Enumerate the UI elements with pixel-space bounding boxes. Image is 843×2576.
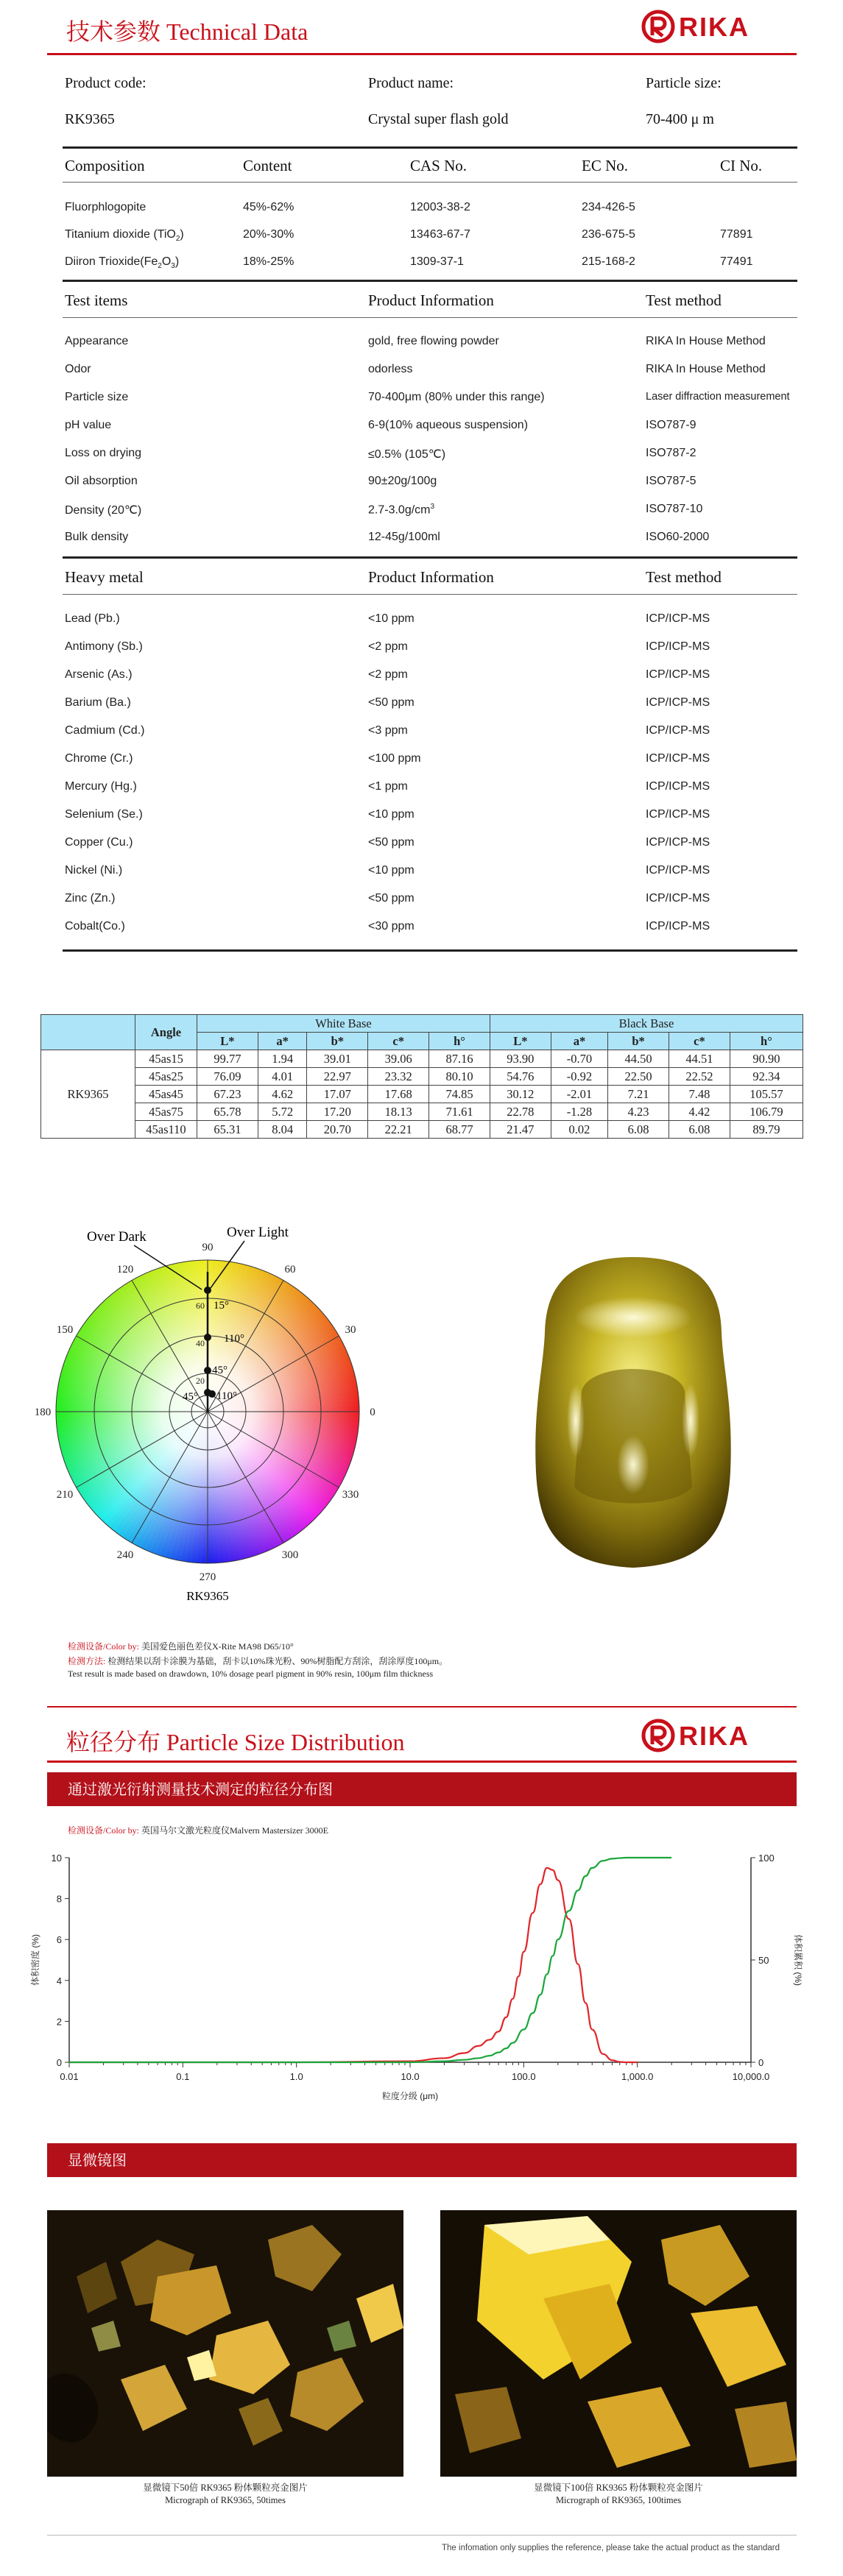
metal-info: <10 ppm xyxy=(368,808,415,821)
metal-method: ICP/ICP-MS xyxy=(646,668,710,681)
col-header: Content xyxy=(243,157,292,174)
aspec-label: 45° xyxy=(183,1391,198,1403)
aspec-label: 110° xyxy=(224,1333,244,1345)
test-method: ISO787-9 xyxy=(646,419,696,431)
divider xyxy=(63,949,797,952)
metal-item: Lead (Pb.) xyxy=(65,612,120,625)
white-base-header: White Base xyxy=(197,1015,490,1033)
col-header: Product Information xyxy=(368,291,494,309)
col-b: b* xyxy=(608,1033,669,1050)
metal-item: Zinc (Zn.) xyxy=(65,892,116,905)
metal-item: Arsenic (As.) xyxy=(65,668,133,681)
value-cell: 105.57 xyxy=(730,1086,803,1103)
wheel-angle-label: 180 xyxy=(34,1406,52,1418)
divider xyxy=(63,146,797,149)
x-tick-label: 1.0 xyxy=(289,2071,303,2082)
value-cell: 22.52 xyxy=(669,1068,730,1086)
page-title: 粒径分布 Particle Size Distribution xyxy=(66,1729,405,1755)
x-axis-label: 粒度分级 (μm) xyxy=(381,2091,439,2101)
page-title: 技术参数 Technical Data xyxy=(66,18,308,45)
value-cell: 4.42 xyxy=(669,1103,730,1121)
metal-item: Nickel (Ni.) xyxy=(65,864,123,877)
angle-header: Angle xyxy=(135,1015,197,1050)
metal-item: Mercury (Hg.) xyxy=(65,780,137,793)
col-header: Test method xyxy=(646,568,722,586)
car-highlight xyxy=(574,1297,692,1338)
x-tick-label: 0.01 xyxy=(60,2071,79,2082)
value-cell: 67.23 xyxy=(197,1086,258,1103)
rika-logo xyxy=(639,7,783,46)
value-cell: 6.08 xyxy=(669,1121,730,1139)
test-info: odorless xyxy=(368,363,413,375)
test-info: $2.7-3.0g/cm^3$ xyxy=(368,503,435,517)
aspec-label: 45° xyxy=(212,1365,227,1376)
metal-method: ICP/ICP-MS xyxy=(646,892,710,905)
col-a: a* xyxy=(551,1033,607,1050)
color-measurement-table xyxy=(40,1014,803,1139)
wheel-caption: RK9365 xyxy=(186,1589,229,1603)
metal-info: <50 ppm xyxy=(368,892,415,905)
value-cell: 20.70 xyxy=(307,1121,368,1139)
section-band: 通过激光衍射测量技术测定的粒径分布图 xyxy=(47,1772,797,1806)
value-cell: 8.04 xyxy=(258,1121,307,1139)
value-cell: 4.23 xyxy=(608,1103,669,1121)
footer-note: The infomation only supplies the reference, please take the actual product as the standard xyxy=(442,2544,780,2552)
divider xyxy=(63,317,797,318)
car-highlight xyxy=(682,1384,699,1457)
blank-cell xyxy=(41,1015,135,1050)
x-tick-label: 10.0 xyxy=(401,2071,420,2082)
black-base-header: Black Base xyxy=(490,1015,803,1033)
y-tick-label-right: 100 xyxy=(758,1853,775,1864)
value-cell: 22.50 xyxy=(608,1068,669,1086)
value-cell: 74.85 xyxy=(429,1086,490,1103)
wheel-ring-label: 40 xyxy=(196,1338,205,1348)
value-cell: -2.01 xyxy=(551,1086,607,1103)
value-cell: 99.77 xyxy=(197,1050,258,1068)
color-row xyxy=(41,1050,803,1068)
col-h: h° xyxy=(429,1033,490,1050)
test-info: 70-400μm (80% under this range) xyxy=(368,391,545,403)
color-wheel-chart xyxy=(34,1222,390,1604)
value-cell: 5.72 xyxy=(258,1103,307,1121)
composition-cas: 1309-37-1 xyxy=(410,255,464,268)
value-cell: 4.62 xyxy=(258,1086,307,1103)
aspec-point xyxy=(204,1334,211,1341)
x-tick-label: 1,000.0 xyxy=(621,2071,654,2082)
angle-cell: 45as15 xyxy=(135,1050,197,1068)
composition-cas: 13463-67-7 xyxy=(410,228,470,241)
col-header: Composition xyxy=(65,157,145,174)
value-cell: 7.21 xyxy=(608,1086,669,1103)
col-header: Heavy metal xyxy=(65,568,144,586)
product-name-label: Product name: xyxy=(368,75,454,91)
value-cell: 65.31 xyxy=(197,1121,258,1139)
over-dark-label: Over Dark xyxy=(87,1229,147,1245)
product-name-value: Crystal super flash gold xyxy=(368,111,509,127)
color-row xyxy=(41,1068,803,1086)
composition-name: Titanium dioxide (TiO$_2$) xyxy=(65,228,184,244)
wheel-angle-label: 150 xyxy=(56,1324,74,1336)
rika-logo xyxy=(639,1716,783,1755)
metal-info: <2 ppm xyxy=(368,668,408,681)
footer-divider xyxy=(47,2535,797,2536)
value-cell: 44.50 xyxy=(608,1050,669,1068)
col-l: L* xyxy=(490,1033,551,1050)
metal-item: Chrome (Cr.) xyxy=(65,752,133,765)
wheel-angle-label: 60 xyxy=(284,1264,296,1276)
angle-cell: 45as25 xyxy=(135,1068,197,1086)
test-method: ISO60-2000 xyxy=(646,531,710,543)
metal-info: <30 ppm xyxy=(368,920,415,933)
x-tick-label: 0.1 xyxy=(176,2071,190,2082)
divider xyxy=(63,182,797,183)
test-item: Loss on drying xyxy=(65,447,142,459)
angle-cell: 45as110 xyxy=(135,1121,197,1139)
col-l: L* xyxy=(197,1033,258,1050)
y-axis-label-left: 体积密度 (%) xyxy=(30,1934,40,1986)
metal-method: ICP/ICP-MS xyxy=(646,752,710,765)
metal-method: ICP/ICP-MS xyxy=(646,780,710,793)
svg-text:RIKA: RIKA xyxy=(679,12,749,42)
composition-ec: 215-168-2 xyxy=(582,255,635,268)
wheel-angle-label: 0 xyxy=(370,1406,375,1418)
value-cell: 4.01 xyxy=(258,1068,307,1086)
micrograph-image xyxy=(440,2210,797,2477)
wheel-ring-label: 20 xyxy=(196,1376,205,1386)
device-note: 检测设备/Color by: 美国爱色丽色差仪X-Rite MA98 D65/10° xyxy=(68,1641,294,1652)
test-item: Odor xyxy=(65,363,91,375)
wheel-angle-label: 210 xyxy=(56,1489,74,1501)
aspec-point xyxy=(208,1390,216,1398)
metal-method: ICP/ICP-MS xyxy=(646,836,710,849)
metal-method: ICP/ICP-MS xyxy=(646,920,710,933)
test-method: ISO787-10 xyxy=(646,503,703,515)
wheel-angle-label: 270 xyxy=(199,1571,216,1583)
divider xyxy=(63,594,797,595)
value-cell: 17.07 xyxy=(307,1086,368,1103)
metal-info: <10 ppm xyxy=(368,864,415,877)
col-header: CAS No. xyxy=(410,157,468,174)
y-tick-label-right: 50 xyxy=(758,1955,769,1966)
test-item: Oil absorption xyxy=(65,475,138,487)
col-header: Product Information xyxy=(368,568,494,586)
value-cell: -0.70 xyxy=(551,1050,607,1068)
test-info: ≤0.5% (105℃) xyxy=(368,448,446,461)
wheel-ring-label: 60 xyxy=(196,1301,205,1311)
metal-method: ICP/ICP-MS xyxy=(646,612,710,625)
value-cell: 1.94 xyxy=(258,1050,307,1068)
test-info: 12-45g/100ml xyxy=(368,531,440,543)
particle-size-chart xyxy=(22,1846,825,2118)
value-cell: 80.10 xyxy=(429,1068,490,1086)
metal-method: ICP/ICP-MS xyxy=(646,696,710,709)
metal-info: <50 ppm xyxy=(368,696,415,709)
value-cell: 44.51 xyxy=(669,1050,730,1068)
svg-text:RIKA: RIKA xyxy=(679,1721,749,1751)
value-cell: 30.12 xyxy=(490,1086,551,1103)
aspec-point xyxy=(204,1367,211,1374)
composition-content: 18%-25% xyxy=(243,255,294,268)
section-divider xyxy=(47,1706,797,1708)
value-cell: 6.08 xyxy=(608,1121,669,1139)
color-row xyxy=(41,1103,803,1121)
composition-cas: 12003-38-2 xyxy=(410,201,470,213)
y-tick-label-left: 0 xyxy=(56,2057,62,2068)
car-highlight xyxy=(567,1384,585,1457)
test-item: Appearance xyxy=(65,335,129,347)
metal-method: ICP/ICP-MS xyxy=(646,864,710,877)
y-tick-label-left: 6 xyxy=(56,1934,62,1946)
value-cell: 93.90 xyxy=(490,1050,551,1068)
header-divider xyxy=(47,53,797,55)
aspec-label: 15° xyxy=(214,1300,229,1312)
divider xyxy=(63,280,797,282)
color-row xyxy=(41,1121,803,1139)
product-code-value: RK9365 xyxy=(65,111,115,127)
value-cell: 90.90 xyxy=(730,1050,803,1068)
value-cell: 76.09 xyxy=(197,1068,258,1086)
wheel-angle-label: 90 xyxy=(202,1242,214,1253)
metal-info: <100 ppm xyxy=(368,752,421,765)
sample-name: RK9365 xyxy=(41,1050,135,1139)
value-cell: 21.47 xyxy=(490,1121,551,1139)
composition-ci: 77491 xyxy=(720,255,753,268)
y-tick-label-right: 0 xyxy=(758,2057,764,2068)
micrograph-caption-left: 显微镜下50倍 RK9365 粉体颗粒亮金图片 Micrograph of RK9365, 50times xyxy=(143,2483,308,2505)
cumulative-series-line xyxy=(69,1858,671,2062)
col-h: h° xyxy=(730,1033,803,1050)
product-code-label: Product code: xyxy=(65,75,147,91)
micrograph-image xyxy=(47,2210,403,2477)
wheel-angle-label: 330 xyxy=(342,1489,359,1501)
wheel-angle-label: 30 xyxy=(345,1324,356,1336)
metal-item: Cobalt(Co.) xyxy=(65,920,125,933)
section-band: 显微镜图 xyxy=(47,2143,797,2177)
value-cell: 7.48 xyxy=(669,1086,730,1103)
device-note: 检测设备/Color by: 英国马尔文激光粒度仪Malvern Mastersizer 3000E xyxy=(68,1825,328,1836)
metal-method: ICP/ICP-MS xyxy=(646,724,710,737)
micrograph-caption-right: 显微镜下100倍 RK9365 粉体颗粒亮金图片 Micrograph of RK9365, 100times xyxy=(534,2483,703,2505)
metal-item: Cadmium (Cd.) xyxy=(65,724,145,737)
gold-car-swatch xyxy=(523,1251,744,1575)
composition-ec: 234-426-5 xyxy=(582,201,635,213)
value-cell: -0.92 xyxy=(551,1068,607,1086)
value-cell: 17.20 xyxy=(307,1103,368,1121)
col-c: c* xyxy=(669,1033,730,1050)
test-method: Laser diffraction measurement xyxy=(646,391,790,403)
particle-size-value: 70-400 μ m xyxy=(646,111,714,127)
test-info: gold, free flowing powder xyxy=(368,335,499,347)
col-a: a* xyxy=(258,1033,307,1050)
metal-info: <10 ppm xyxy=(368,612,415,625)
y-tick-label-left: 4 xyxy=(56,1975,62,1986)
col-header: Test items xyxy=(65,291,128,309)
color-row xyxy=(41,1086,803,1103)
value-cell: 54.76 xyxy=(490,1068,551,1086)
value-cell: 65.78 xyxy=(197,1103,258,1121)
y-tick-label-left: 2 xyxy=(56,2016,62,2028)
metal-info: <2 ppm xyxy=(368,640,408,653)
wheel-angle-label: 300 xyxy=(281,1549,299,1561)
aspec-label: 110° xyxy=(216,1390,237,1402)
micrograph-50x xyxy=(47,2210,403,2477)
value-cell: -1.28 xyxy=(551,1103,607,1121)
composition-content: 45%-62% xyxy=(243,201,294,213)
composition-name: Fluorphlogopite xyxy=(65,201,147,213)
value-cell: 39.06 xyxy=(368,1050,429,1068)
x-tick-label: 10,000.0 xyxy=(732,2071,770,2082)
density-series-line xyxy=(69,1868,638,2062)
value-cell: 22.97 xyxy=(307,1068,368,1086)
composition-ec: 236-675-5 xyxy=(582,228,635,241)
value-cell: 71.61 xyxy=(429,1103,490,1121)
composition-name: Diiron $Trioxide(Fe_2O_3)$ xyxy=(65,255,180,271)
value-cell: 0.02 xyxy=(551,1121,607,1139)
value-cell: 68.77 xyxy=(429,1121,490,1139)
test-item: Particle size xyxy=(65,391,129,403)
test-info: 90±20g/100g xyxy=(368,475,437,487)
metal-info: <3 ppm xyxy=(368,724,408,737)
test-method: RIKA In House Method xyxy=(646,363,766,375)
wheel-angle-label: 120 xyxy=(116,1264,134,1276)
y-axis-label-right: 体积累积 (%) xyxy=(793,1934,803,1986)
angle-cell: 45as45 xyxy=(135,1086,197,1103)
test-item: pH value xyxy=(65,419,112,431)
x-tick-label: 100.0 xyxy=(512,2071,536,2082)
test-info: 6-9(10% aqueous suspension) xyxy=(368,419,529,431)
value-cell: 23.32 xyxy=(368,1068,429,1086)
method-note-en: Test result is made based on drawdown, 10% dosage pearl pigment in 90% resin, 100μm film thickness xyxy=(68,1669,434,1679)
col-header: Test method xyxy=(646,291,722,309)
metal-info: <1 ppm xyxy=(368,780,408,793)
metal-item: Antimony (Sb.) xyxy=(65,640,143,653)
test-item: Bulk density xyxy=(65,531,129,543)
value-cell: 17.68 xyxy=(368,1086,429,1103)
col-header: CI No. xyxy=(720,157,763,174)
y-tick-label-left: 10 xyxy=(51,1853,62,1864)
metal-item: Barium (Ba.) xyxy=(65,696,131,709)
value-cell: 18.13 xyxy=(368,1103,429,1121)
col-header: EC No. xyxy=(582,157,628,174)
y-tick-label-left: 8 xyxy=(56,1893,62,1905)
metal-method: ICP/ICP-MS xyxy=(646,808,710,821)
over-light-label: Over Light xyxy=(227,1225,289,1240)
metal-info: <50 ppm xyxy=(368,836,415,849)
header-divider xyxy=(47,1761,797,1763)
value-cell: 87.16 xyxy=(429,1050,490,1068)
metal-method: ICP/ICP-MS xyxy=(646,640,710,653)
value-cell: 22.78 xyxy=(490,1103,551,1121)
test-method: ISO787-2 xyxy=(646,447,696,459)
micrograph-100x xyxy=(440,2210,797,2477)
car-highlight xyxy=(617,1435,649,1494)
value-cell: 89.79 xyxy=(730,1121,803,1139)
value-cell: 39.01 xyxy=(307,1050,368,1068)
divider xyxy=(63,556,797,559)
particle-size-label: Particle size: xyxy=(646,75,722,91)
metal-item: Copper (Cu.) xyxy=(65,836,133,849)
value-cell: 22.21 xyxy=(368,1121,429,1139)
col-b: b* xyxy=(307,1033,368,1050)
method-note: 检测方法: 检测结果以刮卡涂膜为基础，刮卡以10%珠光粉、90%树脂配方刮涂，刮涂厚度100μm。 xyxy=(68,1656,448,1666)
wheel-angle-label: 240 xyxy=(116,1549,134,1561)
composition-content: 20%-30% xyxy=(243,228,294,241)
test-item: Density (20℃) xyxy=(65,504,142,517)
test-method: ISO787-5 xyxy=(646,475,696,487)
composition-ci: 77891 xyxy=(720,228,753,241)
angle-cell: 45as75 xyxy=(135,1103,197,1121)
col-c: c* xyxy=(368,1033,429,1050)
value-cell: 92.34 xyxy=(730,1068,803,1086)
test-method: RIKA In House Method xyxy=(646,335,766,347)
metal-item: Selenium (Se.) xyxy=(65,808,143,821)
value-cell: 106.79 xyxy=(730,1103,803,1121)
